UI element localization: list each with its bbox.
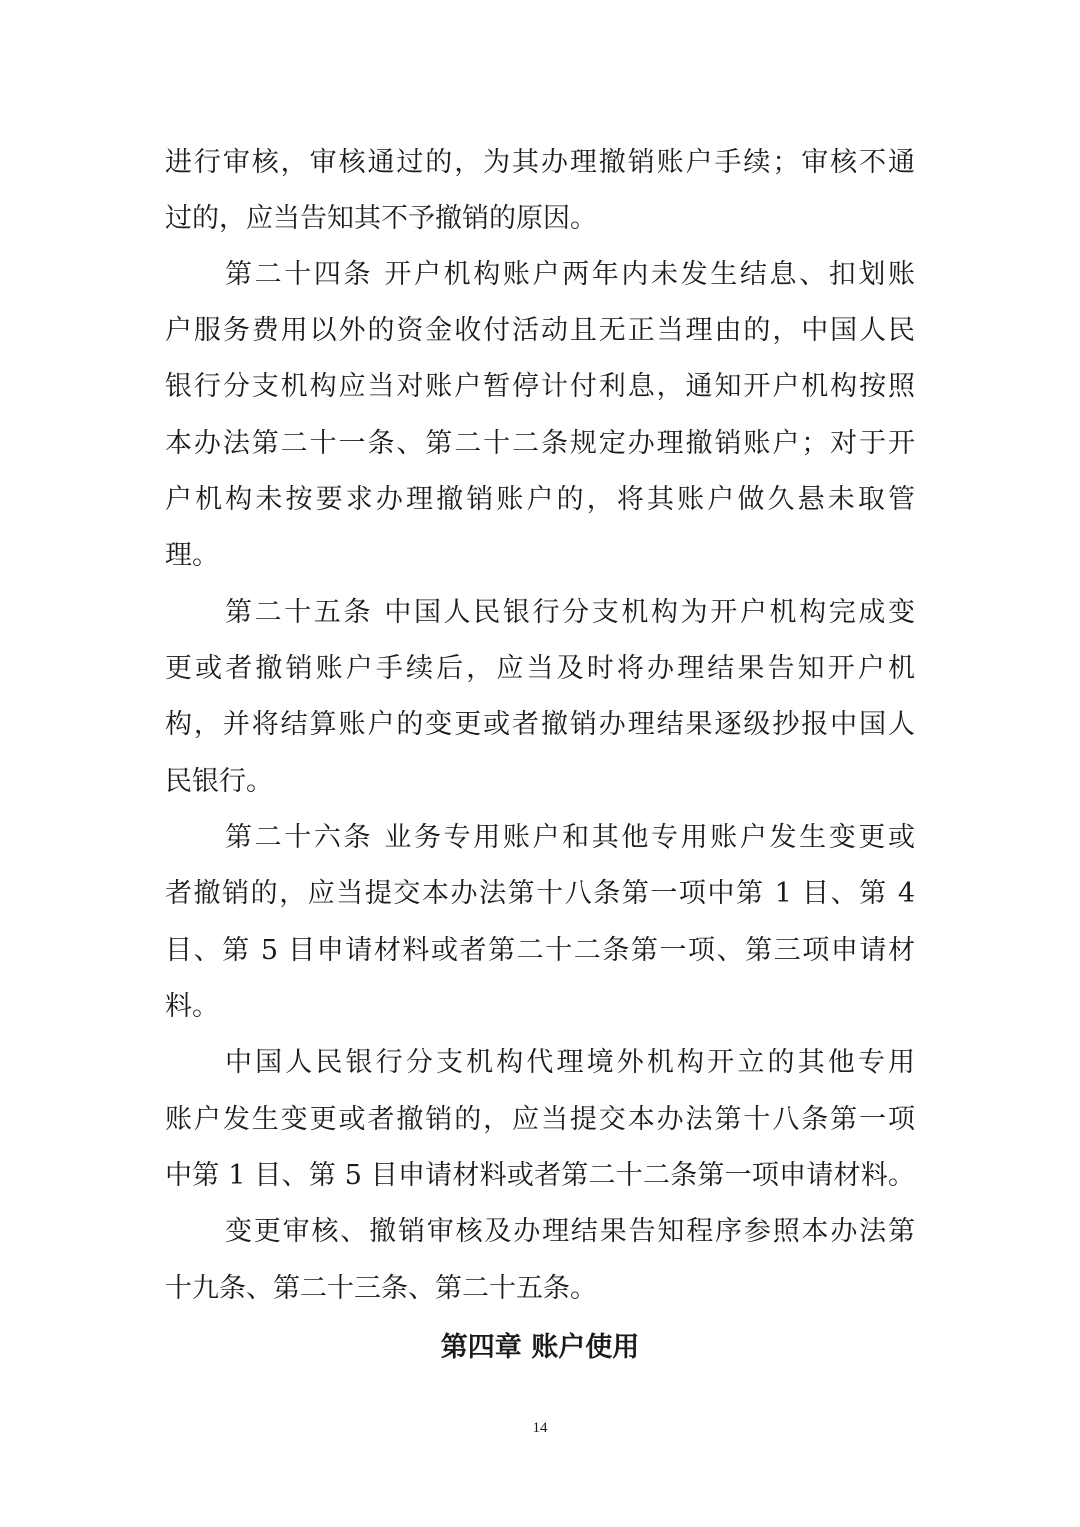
text-line: 者撤销的，应当提交本办法第十八条第一项中第 1 目、第 4 [165, 878, 915, 909]
text-line: 账户发生变更或者撤销的，应当提交本办法第十八条第一项 [165, 1104, 915, 1135]
article-25-heading-line: 第二十五条 中国人民银行分支机构为开户机构完成变 [225, 597, 915, 628]
text-line: 理。 [165, 540, 219, 571]
text-line: 更或者撤销账户手续后，应当及时将办理结果告知开户机 [165, 653, 915, 684]
text-line: 银行分支机构应当对账户暂停计付利息，通知开户机构按照 [165, 371, 915, 402]
text-line: 构，并将结算账户的变更或者撤销办理结果逐级抄报中国人 [165, 709, 915, 740]
text-line: 十九条、第二十三条、第二十五条。 [165, 1273, 597, 1304]
text-line: 中第 1 目、第 5 目申请材料或者第二十二条第一项申请材料。 [165, 1160, 915, 1191]
text-line: 进行审核，审核通过的，为其办理撤销账户手续；审核不通 [165, 147, 915, 178]
paragraph-start-line: 变更审核、撤销审核及办理结果告知程序参照本办法第 [225, 1216, 915, 1247]
text-line: 户服务费用以外的资金收付活动且无正当理由的，中国人民 [165, 315, 915, 346]
text-line: 民银行。 [165, 766, 273, 797]
article-24-heading-line: 第二十四条 开户机构账户两年内未发生结息、扣划账 [225, 259, 915, 290]
paragraph-start-line: 中国人民银行分支机构代理境外机构开立的其他专用 [225, 1047, 915, 1078]
text-line: 目、第 5 目申请材料或者第二十二条第一项、第三项申请材 [165, 935, 915, 966]
text-line: 料。 [165, 991, 219, 1022]
article-26-heading-line: 第二十六条 业务专用账户和其他专用账户发生变更或 [225, 822, 915, 853]
text-line: 户机构未按要求办理撤销账户的，将其账户做久悬未取管 [165, 484, 915, 515]
chapter-heading: 第四章 账户使用 [440, 1332, 640, 1363]
text-line: 过的，应当告知其不予撤销的原因。 [165, 203, 597, 234]
text-line: 本办法第二十一条、第二十二条规定办理撤销账户；对于开 [165, 428, 915, 459]
page-number: 14 [532, 1420, 548, 1436]
